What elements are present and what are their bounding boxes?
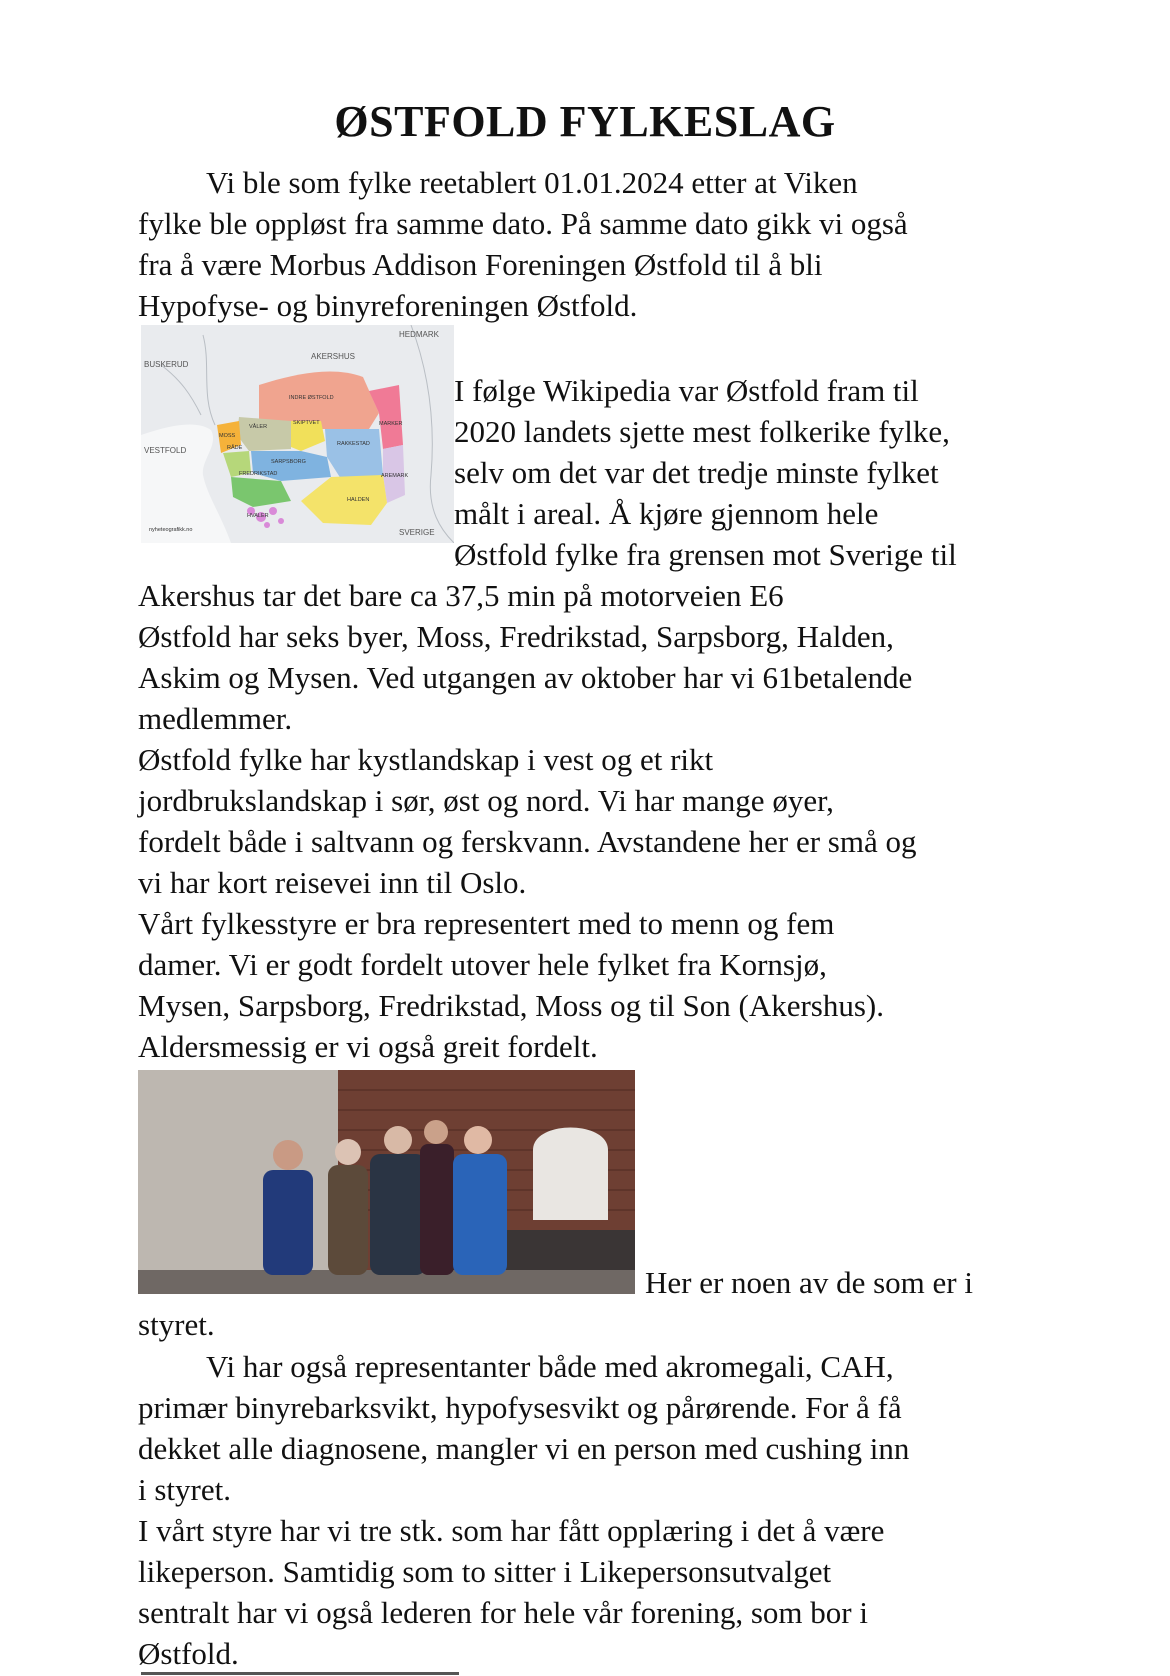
text-line: Østfold fylke har kystlandskap i vest og et rikt [138, 742, 714, 777]
text-line: fordelt både i saltvann og ferskvann. Avstandene her er små og [138, 824, 917, 859]
map-label-rade: RÅDE [227, 445, 243, 451]
text-line: Vårt fylkesstyre er bra representert med to menn og fem [138, 906, 835, 941]
text-line: dekket alle diagnosene, mangler vi en person med cushing inn [138, 1431, 910, 1466]
text-line: sentralt har vi også lederen for hele vår forening, som bor i [138, 1595, 868, 1630]
map-label-rakkestad: RAKKESTAD [337, 441, 370, 447]
text-line: Her er noen av de som er i [645, 1265, 973, 1300]
photo-graphic [138, 1070, 635, 1294]
text-line: 2020 landets sjette mest folkerike fylke, [454, 414, 950, 449]
map-label-hvaler: HVALER [247, 513, 269, 519]
map-label-vestfold: VESTFOLD [144, 446, 187, 455]
body-paragraph [138, 575, 916, 1067]
map-label-hedmark: HEDMARK [399, 330, 440, 339]
text-line: i styret. [138, 1472, 231, 1507]
map-label-aremark: AREMARK [381, 473, 409, 479]
text-line: Østfold har seks byer, Moss, Fredrikstad, Sarpsborg, Halden, [138, 619, 894, 654]
map-label-moss: MOSS [219, 433, 236, 439]
map-label-sverige: SVERIGE [399, 528, 435, 537]
text-line: fylke ble oppløst fra samme dato. På samme dato gikk vi også [138, 206, 908, 241]
map-label-skiptvet: SKIPTVET [293, 420, 320, 426]
text-line: selv om det var det tredje minste fylket [454, 455, 939, 490]
caption-continuation [138, 1304, 215, 1345]
text-line: fra å være Morbus Addison Foreningen Østfold til å bli [138, 247, 823, 282]
text-line: Østfold fylke fra grensen mot Sverige til [454, 537, 957, 572]
map-label-akershus: AKERSHUS [311, 352, 356, 361]
text-line: primær binyrebarksvikt, hypofysesvikt og pårørende. For å få [138, 1390, 902, 1425]
page-title: ØSTFOLD FYLKESLAG [334, 97, 836, 146]
map-label-indre-ostfold: INDRE ØSTFOLD [289, 395, 334, 401]
cut-off-image-edge [141, 1672, 459, 1675]
text-line: Akershus tar det bare ca 37,5 min på motorveien E6 [138, 578, 784, 613]
text-line: Aldersmessig er vi også greit fordelt. [138, 1029, 598, 1064]
text-line: styret. [138, 1307, 215, 1342]
map-side-paragraph [454, 370, 957, 575]
map-label-buskerud: BUSKERUD [144, 360, 189, 369]
text-line: Vi har også representanter både med akromegali, CAH, [206, 1349, 894, 1384]
text-line: Østfold. [138, 1636, 239, 1671]
map-graphic [141, 325, 454, 543]
text-line: målt i areal. Å kjøre gjennom hele [454, 496, 879, 531]
text-line: damer. Vi er godt fordelt utover hele fylket fra Kornsjø, [138, 947, 827, 982]
intro-paragraph [138, 162, 908, 326]
map-label-marker: MARKER [379, 421, 403, 427]
text-line: Vi ble som fylke reetablert 01.01.2024 etter at Viken [206, 165, 858, 200]
text-line: likeperson. Samtidig som to sitter i Likepersonsutvalget [138, 1554, 832, 1589]
map-label-fredrikstad: FREDRIKSTAD [239, 471, 278, 477]
text-line: Askim og Mysen. Ved utgangen av oktober har vi 61betalende [138, 660, 913, 695]
board-members-photo [138, 1070, 635, 1294]
text-line: Hypofyse- og binyreforeningen Østfold. [138, 288, 638, 323]
map-credit: nyheteografikk.no [149, 527, 193, 533]
text-line: I vårt styre har vi tre stk. som har fått opplæring i det å være [138, 1513, 885, 1548]
closing-paragraph [138, 1346, 909, 1674]
photo-caption [645, 1262, 973, 1303]
map-label-valer: VÅLER [249, 424, 268, 430]
text-line: medlemmer. [138, 701, 293, 736]
map-label-sarpsborg: SARPSBORG [271, 459, 306, 465]
ostfold-map-image [141, 325, 454, 543]
text-line: Mysen, Sarpsborg, Fredrikstad, Moss og til Son (Akershus). [138, 988, 884, 1023]
text-line: jordbrukslandskap i sør, øst og nord. Vi har mange øyer, [138, 783, 834, 818]
map-label-halden: HALDEN [347, 497, 370, 503]
text-line: I følge Wikipedia var Østfold fram til [454, 373, 919, 408]
text-line: vi har kort reisevei inn til Oslo. [138, 865, 527, 900]
